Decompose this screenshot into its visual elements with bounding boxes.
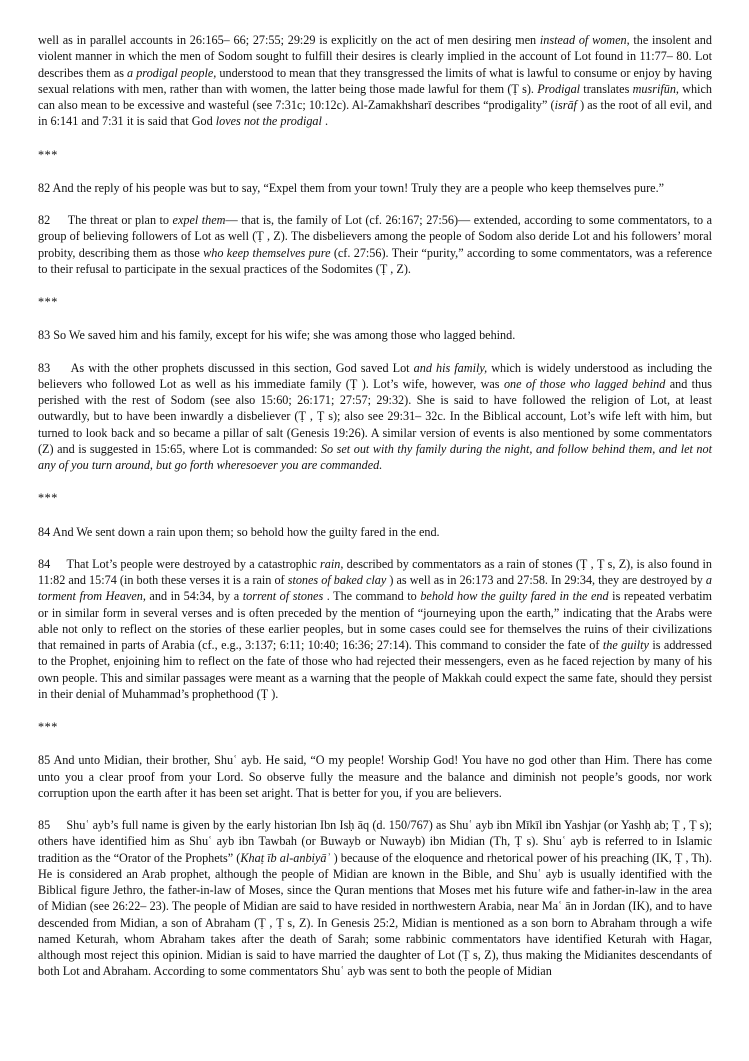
commentary-85: 85 Shuʿ ayb’s full name is given by the early historian Ibn Isḥ āq (d. 150/767) as Shuʿ ayb ibn Mīkīl ibn Yashjar (or Yashḥ ab; Ṭ , Ṭ s); others have identified him as Shuʿ ayb ibn Tawbah (or Buwayb or Nuwayb) ibn Midian (Th, Ṭ s). Shuʿ ayb is referred to in Islamic tradition as the “Orator of the Prophets” (Khaṭ īb al-anbiyāʾ ) because of the eloquence and rhetorical power of his preaching (IK, Ṭ , Th). He is considered an Arab prophet, although the people of Midian are known in the Bible, and Shuʿ ayb is usually identified with the Biblical figure Jethro, the father-in-law of Moses, since the Quran mentions that Moses met his future wife and father-in-law in the area of Midian (see 26:22– 23). The people of Midian are said to have resided in northwestern Arabia, near Maʿ ān in Jordan (IK), and to have descended from Midian, a son of Abraham (Ṭ , Ṭ s, Z). In Genesis 25:2, Midian is mentioned as a son born to Abraham through a wife named Keturah, whom Abraham takes after the death of Sarah; some rabbinic commentators have identified Keturah with Hagar, although most reject this opinion. Midian is said to have married the daughter of Lot (Ṭ s, Z), thus making the Midianites descendants of both Lot and Abraham. According to some commentators Shuʿ ayb was sent to both the people of Midian (38, 818, 713, 979)
section-separator-4: *** (38, 720, 58, 734)
spacer (38, 130, 712, 147)
verse-83: 83 So We saved him and his family, except for his wife; she was among those who lagged behind. (38, 328, 516, 343)
spacer (38, 540, 712, 556)
section-separator-3: *** (38, 491, 58, 506)
verse-82: 82 And the reply of his people was but to say, “Expel them from your town! Truly they are a people who keep themselves pure.” (38, 180, 665, 195)
commentary-83: 83 As with the other prophets discussed in this section, God saved Lot and his family, which is widely understood as including the believers who followed Lot as well as his immediate family (Ṭ ). Lot’s wife, however, was one of those who lagged behind and thus perished with the rest of Sodom (see also 15:60; 26:171; 27:57; 29:32). She is said to have followed the religion of Lot, at least outwardly, but to have been inwardly a disbeliever (Ṭ , Ṭ s); also see 29:31– 32c. In the Biblical account, Lot’s wife left with him, but turned to look back and so became a pillar of salt (Genesis 19:26). A similar version of events is also mentioned by some commentators (Z) and is suggested in 15:65, where Lot is commanded: So set out with thy family during the night, and follow behind them, and let not any of you turn around, but go forth wheresoever you are commanded. (38, 360, 713, 472)
spacer (38, 473, 712, 490)
spacer (38, 163, 712, 180)
spacer (38, 507, 712, 524)
spacer (38, 310, 712, 327)
spacer (38, 735, 712, 752)
spacer (38, 801, 712, 817)
paragraph-intro-continuation: well as in parallel accounts in 26:165– 66; 27:55; 29:29 is explicitly on the act of men desiring men instead of women, the insolent and violent manner in which the men of Sodom sought to fulfill their desires is clearly implied in the account of Lot found in 11:77– 80. Lot describes them as a prodigal people, understood to mean that they transgressed the limits of what is lawful to consume or enjoy by having sexual relations with men, rather than with women, the latter being those made lawful for them (Ṭ s). Prodigal translates musrifūn, which can also mean to be excessive and wasteful (see 7:31c; 10:12c). Al-Zamakhsharī describes “prodigality” (isrāf ) as the root of all evil, and in 6:141 and 7:31 it is said that God loves not the prodigal . (38, 33, 713, 129)
verse-85: 85 And unto Midian, their brother, Shuʿ ayb. He said, “O my people! Worship God! You have no god other than Him. There has come unto you a clear proof from your Lord. So observe fully the measure and the balance and diminish not people’s goods, nor work corruption upon the earth after it has been set aright. That is better for you, if you are believers. (38, 753, 712, 800)
spacer (38, 702, 712, 719)
spacer (38, 196, 712, 212)
section-separator-1: *** (38, 147, 58, 162)
commentary-82: 82 The threat or plan to expel them— that is, the family of Lot (cf. 26:167; 27:56)— extended, according to some commentators, to a group of believing followers of Lot as well (Ṭ , Z). The disbelievers among the people of Sodom also deride Lot and his followers’ moral probity, describing them as those who keep themselves pure (cf. 27:56). Their “purity,” according to some commentators, was a reference to their refusal to participate in the sexual practices of the Sodomites (Ṭ , Z). (38, 213, 712, 276)
commentary-84: 84 That Lot’s people were destroyed by a catastrophic rain, described by commentators as a rain of stones (Ṭ , Ṭ s, Z), is also found in 11:82 and 15:74 (in both these verses it is a rain of stones of baked clay ) as well as in 26:173 and 27:58. In 29:34, they are destroyed by a torment from Heaven, and in 54:34, by a torrent of stones . The command to behold how the guilty fared in the end is repeated verbatim or in similar form in several verses and is often preceded by the mention of “journeying upon the earth,” indicating that the Arabs were able not only to reflect on the stories of these earlier peoples, but in some cases could see for themselves the ruins of their civilizations that remained in parts of Arabia (cf., e.g., 3:137; 6:11; 10:40; 16:36; 27:14). This command to consider the fate of the guilty is addressed to the Prophet, enjoining him to reflect on the fate of those who had rejected their messengers, even as he faced rejection by many of his own people. This and similar passages were meant as a warning that the people of Makkah could expect the same fate, should they persist in their denial of Muhammad’s prophethood (Ṭ ). (38, 556, 713, 701)
spacer (38, 277, 712, 294)
spacer (38, 344, 712, 360)
section-separator-2: *** (38, 295, 58, 309)
verse-84: 84 And We sent down a rain upon them; so behold how the guilty fared in the end. (38, 524, 440, 539)
